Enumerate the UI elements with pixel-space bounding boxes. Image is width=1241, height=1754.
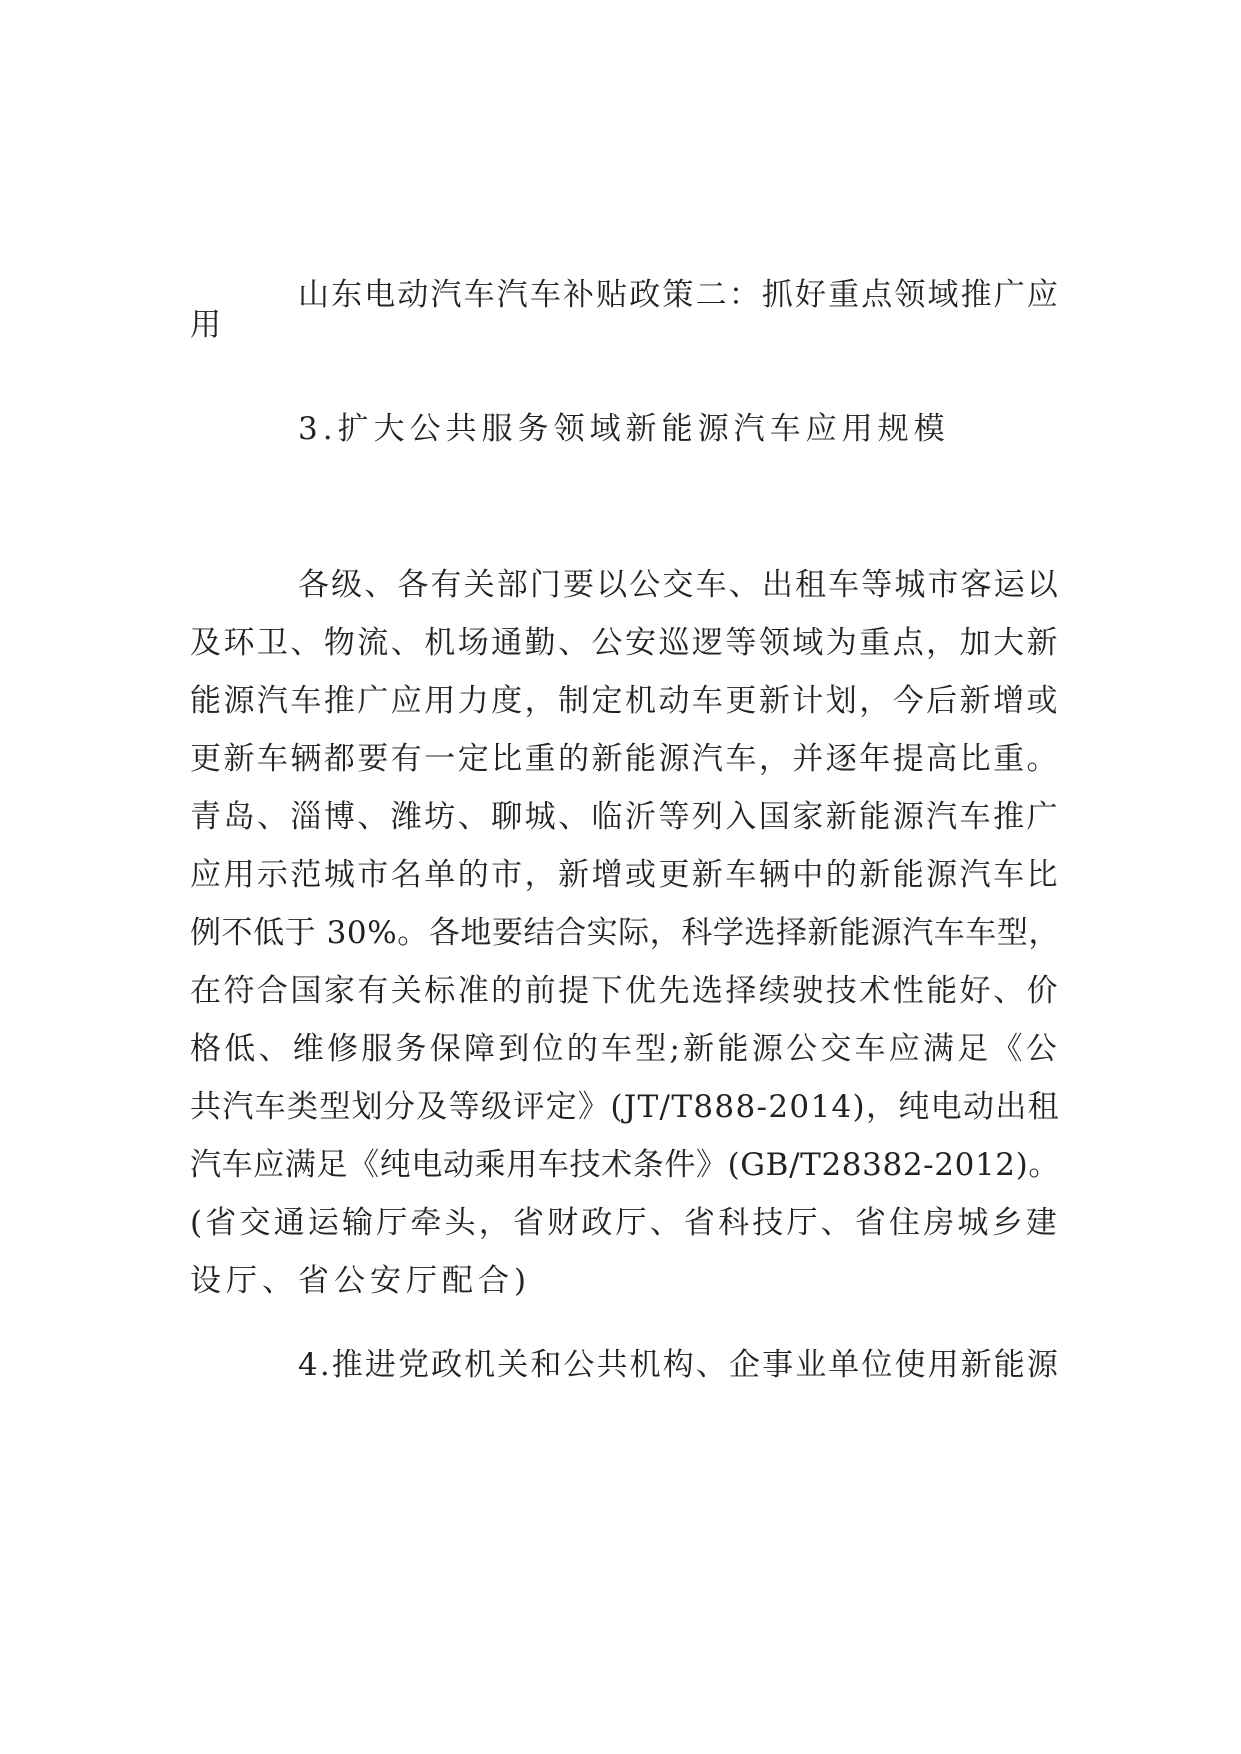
body-line: 例不低于 30%。各地要结合实际，科学选择新能源汽车车型， — [190, 915, 1060, 951]
body-line: 共汽车类型划分及等级评定》(JT/T888-2014)，纯电动出租 — [190, 1089, 1060, 1125]
section-4-heading: 4.推进党政机关和公共机构、企事业单位使用新能源 — [298, 1347, 1060, 1383]
body-line: 青岛、淄博、潍坊、聊城、临沂等列入国家新能源汽车推广 — [190, 799, 1060, 835]
body-line: (省交通运输厅牵头，省财政厅、省科技厅、省住房城乡建 — [190, 1205, 1060, 1241]
body-line: 设厅、省公安厅配合) — [190, 1263, 532, 1299]
body-line: 各级、各有关部门要以公交车、出租车等城市客运以 — [298, 567, 1060, 603]
body-line: 汽车应满足《纯电动乘用车技术条件》(GB/T28382-2012)。 — [190, 1147, 1060, 1183]
body-line: 更新车辆都要有一定比重的新能源汽车，并逐年提高比重。 — [190, 741, 1060, 777]
body-line: 格低、维修服务保障到位的车型;新能源公交车应满足《公 — [190, 1031, 1060, 1067]
body-line: 应用示范城市名单的市，新增或更新车辆中的新能源汽车比 — [190, 857, 1060, 893]
body-line: 能源汽车推广应用力度，制定机动车更新计划，今后新增或 — [190, 683, 1060, 719]
document-title-line-1: 山东电动汽车汽车补贴政策二：抓好重点领域推广应 — [298, 277, 1060, 313]
section-3-body — [190, 556, 1060, 1310]
body-line: 及环卫、物流、机场通勤、公安巡逻等领域为重点，加大新 — [190, 625, 1060, 661]
document-title-line-2: 用 — [190, 307, 226, 343]
body-line: 在符合国家有关标准的前提下优先选择续驶技术性能好、价 — [190, 973, 1060, 1009]
section-3-heading: 3.扩大公共服务领域新能源汽车应用规模 — [298, 411, 950, 447]
